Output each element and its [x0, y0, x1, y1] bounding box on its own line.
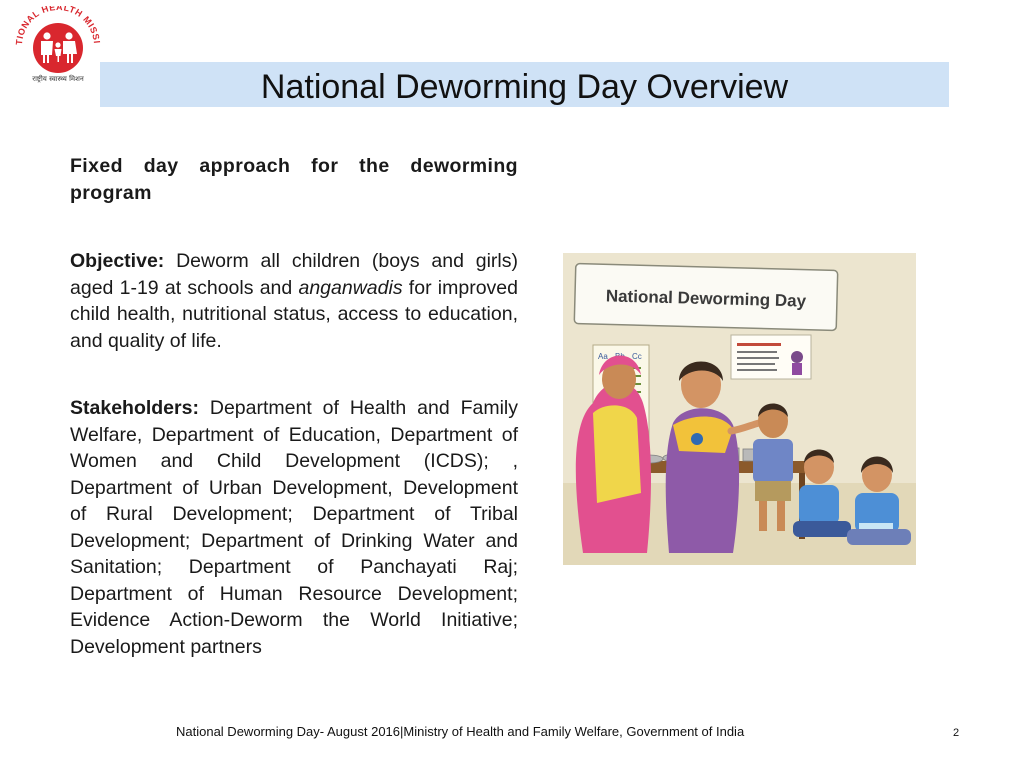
- banner-text: National Deworming Day: [605, 286, 807, 311]
- fixed-day-paragraph: Fixed day approach for the deworming program: [70, 155, 518, 204]
- chart-letter-a: Aa: [598, 352, 608, 361]
- stakeholders-label: Stakeholders:: [70, 397, 199, 419]
- title-bar: [100, 62, 949, 107]
- objective-italic: anganwadis: [298, 276, 403, 299]
- page-title: National Deworming Day Overview: [260, 68, 789, 106]
- chart-letter-c: Cc: [632, 352, 642, 361]
- objective-text-2: for improved child health, nutritional status, access to education, and quality of life.: [70, 276, 518, 352]
- deworming-illustration: [563, 253, 916, 565]
- footer-text: National Deworming Day- August 2016|Ministry of Health and Family Welfare, Government of India: [176, 724, 745, 739]
- objective-text-1: Deworm all children (boys and girls) aged 1-19 at schools and: [70, 250, 518, 299]
- objective-label: Objective:: [70, 250, 165, 272]
- logo-hindi-text: राष्ट्रीय स्वास्थ्य मिशन: [32, 75, 84, 83]
- logo-arc-text: TIONAL HEALTH MISSI: [13, 6, 102, 46]
- stakeholders-paragraph: [70, 395, 518, 660]
- page-number: 2: [953, 727, 960, 739]
- stakeholders-text: Department of Health and Family Welfare, Department of Education, Department of Women and Child Development (ICDS); , Department of Urban Development, Development of Rural Development; Department of Tribal Development; Department of Drinking Water and Sanitation; Department of Panchayati Raj; Department of Human Resource Development; Evidence Action-Deworm the World Initiative; Development partners: [70, 397, 518, 658]
- content-column: [70, 153, 518, 660]
- objective-paragraph: [70, 248, 518, 354]
- nhm-logo: [12, 6, 104, 84]
